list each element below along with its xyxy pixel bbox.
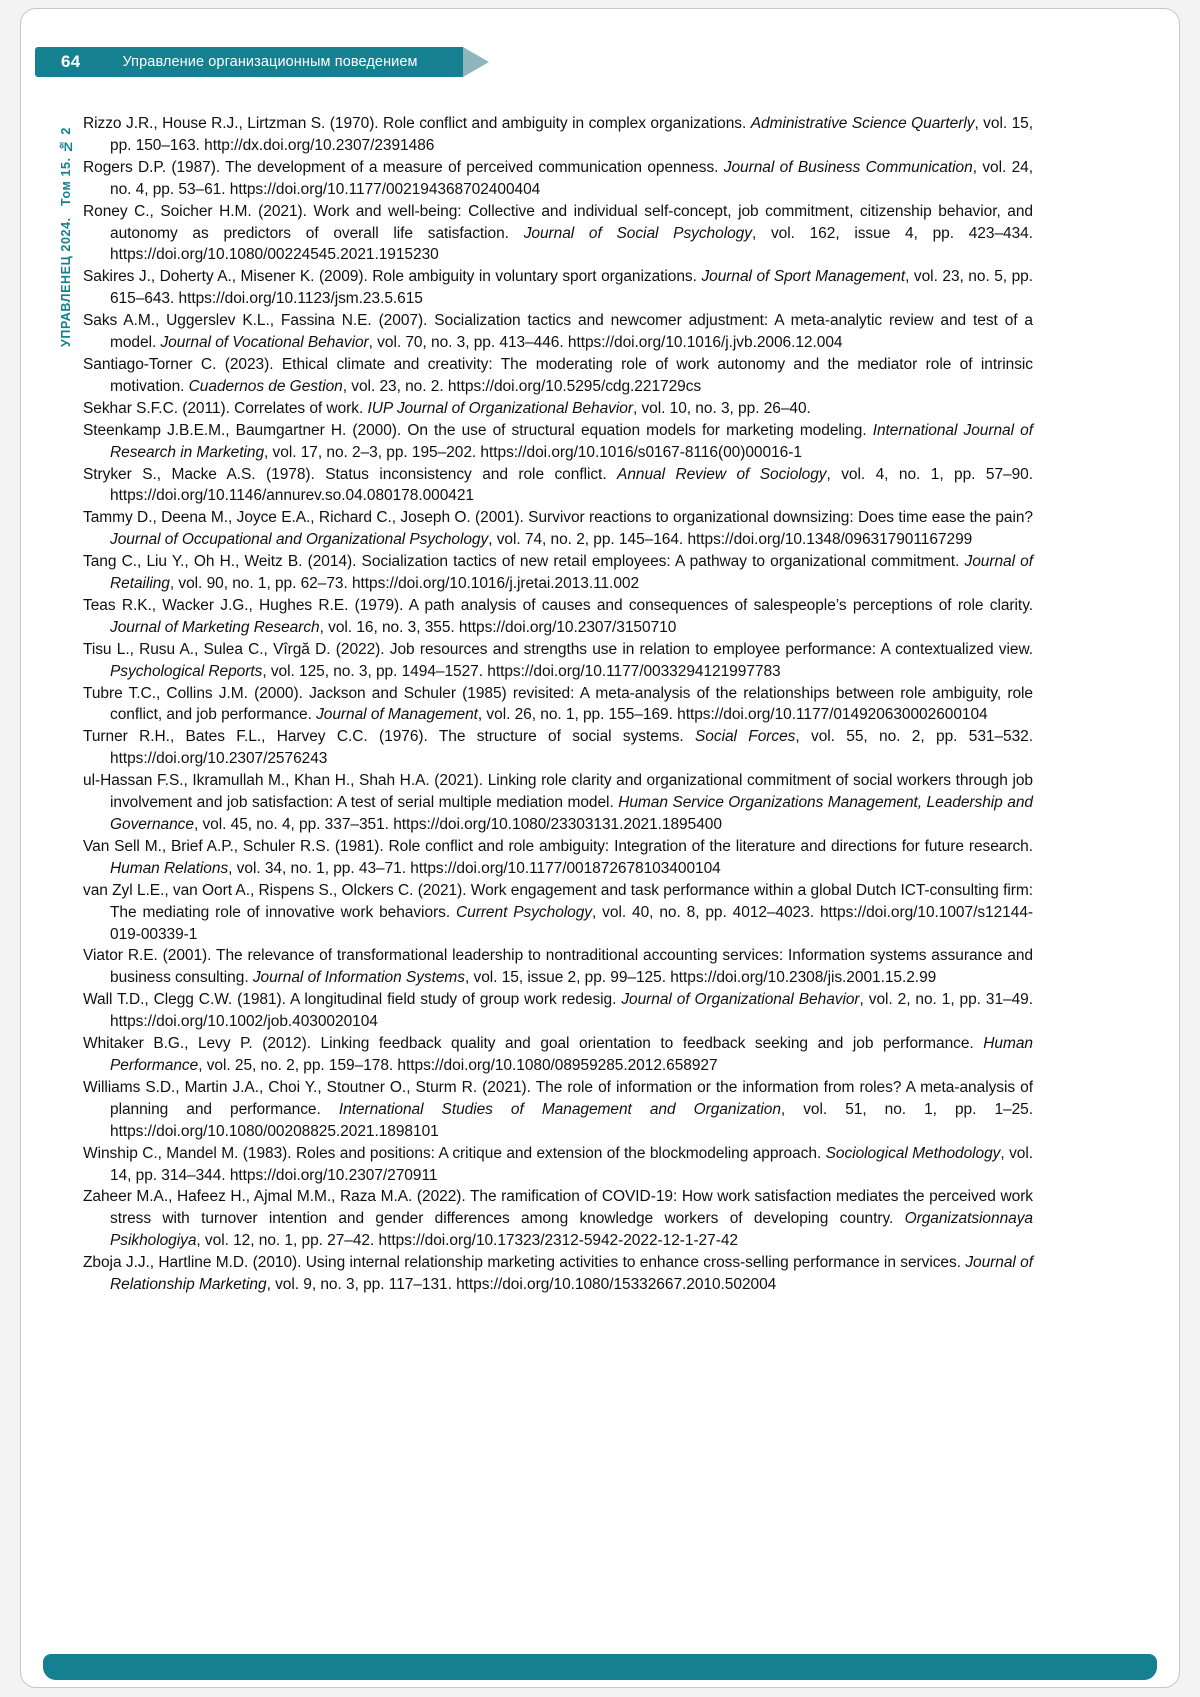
journal-title: Human Service Organizations Management, Leadership and Governance <box>110 794 1033 833</box>
reference-item <box>83 310 1033 354</box>
journal-title: Social Forces <box>695 728 796 746</box>
reference-item <box>83 770 1033 836</box>
reference-item <box>83 398 1033 420</box>
reference-text: , vol. 162, issue 4, pp. 423–434. https://doi.org/10.1080/00224545.2021.1915230 <box>110 224 1033 264</box>
reference-text: Rogers D.P. (1987). The development of a measure of perceived communication openness. <box>83 158 724 176</box>
journal-title: Current Psychology <box>456 903 593 921</box>
journal-title: Administrative Science Quarterly <box>750 115 975 132</box>
journal-title: Journal of Social Psychology <box>523 224 752 242</box>
reference-text: , vol. 9, no. 3, pp. 117–131. https://doi.org/10.1080/15332667.2010.502004 <box>266 1276 777 1294</box>
journal-title: International Studies of Management and Organization <box>338 1100 781 1118</box>
reference-text: , vol. 55, no. 2, pp. 531–532. https://doi.org/10.2307/2576243 <box>110 728 1034 768</box>
reference-item <box>83 945 1033 989</box>
journal-title: Sociological Methodology <box>825 1144 1001 1162</box>
reference-text: Saks A.M., Uggerslev K.L., Fassina N.E. (2007). Socialization tactics and newcomer adjustment: A meta-analytic review and test of a model. <box>83 312 1033 352</box>
reference-item <box>83 507 1033 551</box>
journal-title: Journal of Business Communication <box>723 158 973 176</box>
journal-spine-issue: Том 15. № 2 <box>59 127 73 207</box>
reference-text: ul-Hassan F.S., Ikramullah M., Khan H., Shah H.A. (2021). Linking role clarity and organizational commitment of social workers through job involvement and job satisfaction: A test of serial multiple mediation model. <box>83 772 1033 812</box>
journal-title: IUP Journal of Organizational Behavior <box>367 399 633 417</box>
reference-item <box>83 1143 1033 1187</box>
reference-item <box>83 595 1033 639</box>
reference-text: , vol. 40, no. 8, pp. 4012–4023. https://doi.org/10.1007/s12144-019-00339-1 <box>110 903 1033 943</box>
reference-item <box>83 1033 1033 1077</box>
reference-item <box>83 989 1033 1033</box>
journal-spine-name: УПРАВЛЕНЕЦ 2024. <box>59 217 73 347</box>
journal-title: Journal of Management <box>316 706 478 724</box>
reference-item <box>83 113 1033 157</box>
journal-title: Organizatsionnaya Psikhologiya <box>110 1210 1033 1250</box>
journal-title: Human Performance <box>110 1035 1033 1074</box>
reference-item <box>83 726 1033 770</box>
reference-text: , vol. 90, no. 1, pp. 62–73. https://doi.org/10.1016/j.jretai.2013.11.002 <box>169 575 640 593</box>
references-list <box>83 113 1033 1296</box>
reference-text: Tisu L., Rusu A., Sulea C., Vîrgă D. (2022). Job resources and strengths use in relation to employee performance: A contextualized view. <box>83 640 1033 658</box>
reference-text: , vol. 4, no. 1, pp. 57–90. https://doi.org/10.1146/annurev.so.04.080178.000421 <box>110 465 1033 505</box>
journal-title: Annual Review of Sociology <box>617 465 827 483</box>
reference-text: , vol. 23, no. 2. https://doi.org/10.5295/cdg.221729cs <box>342 377 702 395</box>
reference-item <box>83 836 1033 880</box>
journal-title: Journal of Retailing <box>110 553 1034 593</box>
reference-text: Sakires J., Doherty A., Misener K. (2009). Role ambiguity in voluntary sport organizations. <box>83 268 702 286</box>
reference-text: , vol. 26, no. 1, pp. 155–169. https://doi.org/10.1177/014920630002600104 <box>477 706 988 724</box>
reference-text: Stryker S., Macke A.S. (1978). Status inconsistency and role conflict. <box>83 465 618 483</box>
journal-spine-label <box>59 117 73 347</box>
journal-title: Journal of Organizational Behavior <box>621 991 860 1009</box>
reference-text: Winship C., Mandel M. (1983). Roles and positions: A critique and extension of the blockmodeling approach. <box>83 1144 826 1162</box>
reference-item <box>83 354 1033 398</box>
reference-item <box>83 880 1033 946</box>
journal-title: Journal of Relationship Marketing <box>110 1254 1033 1294</box>
reference-text: , vol. 2, no. 1, pp. 31–49. https://doi.org/10.1002/job.4030020104 <box>110 991 1033 1031</box>
reference-text: , vol. 25, no. 2, pp. 159–178. https://doi.org/10.1080/08959285.2012.658927 <box>198 1056 718 1074</box>
reference-text: Wall T.D., Clegg C.W. (1981). A longitudinal field study of group work redesig. <box>83 991 622 1009</box>
reference-item <box>83 201 1033 267</box>
reference-text: , vol. 15, pp. 150–163. http://dx.doi.org/10.2307/2391486 <box>110 115 1033 154</box>
reference-text: , vol. 74, no. 2, pp. 145–164. https://doi.org/10.1348/096317901167299 <box>488 531 973 549</box>
reference-text: Santiago-Torner C. (2023). Ethical climate and creativity: The moderating role of work autonomy and the mediator role of intrinsic motivation. <box>83 355 1033 395</box>
journal-title: Journal of Marketing Research <box>110 618 320 636</box>
reference-text: Tubre T.C., Collins J.M. (2000). Jackson and Schuler (1985) revisited: A meta-analysis of the relationships between role ambiguity, role conflict, and job performance. <box>83 684 1033 724</box>
footer-bar <box>43 1654 1157 1680</box>
running-head-title: Управление организационным поведением <box>122 54 418 70</box>
reference-text: Roney C., Soicher H.M. (2021). Work and well-being: Collective and individual self-concept, job commitment, citizenship behavior, and autonomy as predictors of overall life satisfaction. <box>83 202 1033 242</box>
journal-title: International Journal of Research in Marketing <box>110 421 1033 461</box>
reference-item <box>83 683 1033 727</box>
reference-text: , vol. 125, no. 3, pp. 1494–1527. https://doi.org/10.1177/0033294121997783 <box>262 662 781 680</box>
reference-item <box>83 266 1033 310</box>
reference-text: , vol. 16, no. 3, 355. https://doi.org/10.2307/3150710 <box>319 618 677 636</box>
journal-title: Psychological Reports <box>110 662 263 680</box>
reference-text: , vol. 24, no. 4, pp. 53–61. https://doi.org/10.1177/002194368702400404 <box>110 158 1033 198</box>
reference-item <box>83 157 1033 201</box>
journal-title: Human Relations <box>110 859 229 877</box>
reference-item <box>83 639 1033 683</box>
reference-item <box>83 1252 1033 1296</box>
reference-item <box>83 1186 1033 1252</box>
reference-text: , vol. 12, no. 1, pp. 27–42. https://doi.org/10.17323/2312-5942-2022-12-1-27-42 <box>196 1232 738 1250</box>
reference-text: , vol. 23, no. 5, pp. 615–643. https://doi.org/10.1123/jsm.23.5.615 <box>110 268 1033 308</box>
reference-text: Zaheer M.A., Hafeez H., Ajmal M.M., Raza M.A. (2022). The ramification of COVID-19: How work satisfaction mediates the perceived work stress with turnover intention and gender differences among knowledge workers of developing country. <box>83 1188 1033 1228</box>
reference-item <box>83 420 1033 464</box>
reference-text: Tammy D., Deena M., Joyce E.A., Richard C., Joseph O. (2001). Survivor reactions to organizational downsizing: Does time ease the pain? <box>83 509 1033 527</box>
reference-text: , vol. 17, no. 2–3, pp. 195–202. https://doi.org/10.1016/s0167-8116(00)00016-1 <box>264 443 802 461</box>
reference-text: Whitaker B.G., Levy P. (2012). Linking feedback quality and goal orientation to feedback seeking and job performance. <box>83 1035 984 1053</box>
reference-text: Teas R.K., Wacker J.G., Hughes R.E. (1979). A path analysis of causes and consequences of salespeople’s perceptions of role clarity. <box>83 596 1033 614</box>
reference-text: Williams S.D., Martin J.A., Choi Y., Stoutner O., Sturm R. (2021). The role of information or the information from roles? A meta-analysis of planning and performance. <box>83 1078 1033 1118</box>
reference-text: , vol. 45, no. 4, pp. 337–351. https://doi.org/10.1080/23303131.2021.1895400 <box>193 816 722 833</box>
running-header-bar <box>35 47 463 77</box>
reference-item <box>83 1077 1033 1143</box>
reference-text: Van Sell M., Brief A.P., Schuler R.S. (1981). Role conflict and role ambiguity: Integration of the literature and directions for future research. <box>83 837 1033 855</box>
reference-text: , vol. 14, pp. 314–344. https://doi.org/10.2307/270911 <box>110 1144 1033 1184</box>
reference-text: Sekhar S.F.C. (2011). Correlates of work. <box>83 399 368 417</box>
reference-text: Viator R.E. (2001). The relevance of transformational leadership to nontraditional accounting services: Information systems assurance and business consulting. <box>83 947 1033 987</box>
reference-text: , vol. 15, issue 2, pp. 99–125. https://doi.org/10.2308/jis.2001.15.2.99 <box>465 969 937 987</box>
reference-text: Steenkamp J.B.E.M., Baumgartner H. (2000). On the use of structural equation models for marketing modeling. <box>83 421 873 439</box>
journal-title: Journal of Sport Management <box>701 268 906 286</box>
page-number: 64 <box>61 52 81 71</box>
journal-title: Journal of Information Systems <box>252 969 465 987</box>
reference-item <box>83 464 1033 508</box>
reference-text: Turner R.H., Bates F.L., Harvey C.C. (1976). The structure of social systems. <box>83 728 696 746</box>
reference-text: Rizzo J.R., House R.J., Lirtzman S. (1970). Role conflict and ambiguity in complex organizations. <box>83 115 751 132</box>
reference-text: Tang C., Liu Y., Oh H., Weitz B. (2014). Socialization tactics of new retail employees: A pathway to organizational commitment. <box>83 553 965 571</box>
journal-title: Cuadernos de Gestion <box>188 377 343 395</box>
reference-text: , vol. 34, no. 1, pp. 43–71. https://doi.org/10.1177/001872678103400104 <box>228 859 721 877</box>
reference-text: , vol. 10, no. 3, pp. 26–40. <box>632 399 811 417</box>
journal-title: Journal of Occupational and Organizational Psychology <box>110 531 489 549</box>
reference-text: , vol. 70, no. 3, pp. 413–446. https://doi.org/10.1016/j.jvb.2006.12.004 <box>368 334 843 352</box>
reference-item <box>83 551 1033 595</box>
reference-text: Zboja J.J., Hartline M.D. (2010). Using internal relationship marketing activities to enhance cross-selling performance in services. <box>83 1254 966 1272</box>
reference-text: van Zyl L.E., van Oort A., Rispens S., Olckers C. (2021). Work engagement and task performance within a global Dutch ICT-consulting firm: The mediating role of innovative work behaviors. <box>83 881 1033 921</box>
header-arrow-icon <box>463 47 489 77</box>
journal-page <box>20 8 1180 1688</box>
reference-text: , vol. 51, no. 1, pp. 1–25. https://doi.org/10.1080/00208825.2021.1898101 <box>110 1100 1033 1140</box>
journal-title: Journal of Vocational Behavior <box>160 334 369 352</box>
